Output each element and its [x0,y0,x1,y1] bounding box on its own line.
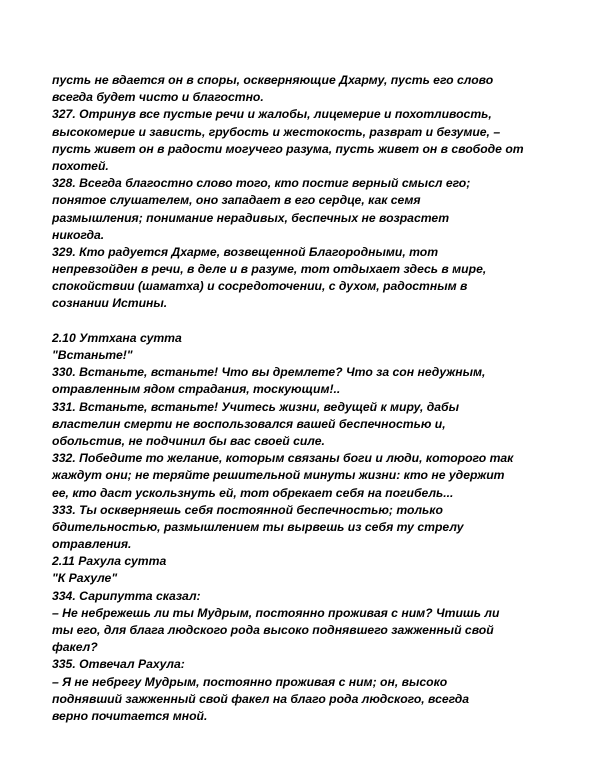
blank-line [52,313,552,330]
text-line: ты его, для блага людского рода высоко поднявшего зажженный свой [52,623,494,637]
text-line: пусть живет он в радости могучего разума, пусть живет он в свободе от [52,141,524,156]
text-line: 327. Отринув все пустые речи и жалобы, лицемерие и похотливость, [52,107,492,122]
text-line: верно почитается мной. [52,708,208,723]
text-line: 330. Встаньте, встаньте! Что вы дремлете? Что за сон недужным, [52,365,486,380]
text-line: – Я не небрегу Мудрым, постоянно проживая с ним; он, высоко [52,674,448,689]
text-line: 331. Встаньте, встаньте! Учитесь жизни, ведущей к миру, дабы [52,399,459,414]
text-line: поднявший зажженный свой факел на благо рода людского, всегда [52,691,470,706]
document-text [52,72,552,725]
text-line: похотей. [52,158,109,173]
text-line: ее, кто даст ускользнуть ей, тот обрекает себя на погибель... [52,485,454,500]
text-line: 332. Победите то желание, которым связаны боги и люди, которого так [52,451,514,466]
paragraph-block-verses-326-329 [52,72,552,313]
text-line: бдительностью, размышлением ты вырвешь из себя ту стрелу [52,519,464,534]
text-line: непревзойден в речи, в деле и в разуме, тот отдыхает здесь в мире, [52,262,487,277]
text-line: "К Рахуле" [52,571,118,586]
text-line: отравленным ядом страдания, тоскующим!.. [52,382,341,397]
text-line: 334. Сарипутта сказал: [52,588,201,603]
text-line: спокойствии (шаматха) и сосредоточении, с духом, радостным в [52,279,468,294]
text-line: 329. Кто радуется Дхарме, возвещенной Благородными, тот [52,244,439,259]
text-line: размышления; понимание нерадивых, беспечных не возрастет [52,210,450,225]
text-line: всегда будет чисто и благостно. [52,90,264,105]
text-line: понятое слушателем, оно западает в его сердце, как семя [52,193,421,208]
text-line: "Встаньте!" [52,348,133,362]
text-line: высокомерие и зависть, грубость и жестокость, разврат и безумие, – [52,124,501,139]
text-line: сознании Истины. [52,296,168,311]
text-line: 2.10 Уттхана сутта [52,330,182,345]
text-line: отравления. [52,537,132,552]
text-line: никогда. [52,227,105,242]
text-line: 335. Отвечал Рахула: [52,657,185,672]
paragraph-block-suttas [52,330,552,725]
text-line: обольстив, не подчинил бы вас своей силе. [52,433,325,448]
text-line: властелин смерти не воспользовался вашей беспечностью и, [52,416,446,431]
text-line: пусть не вдается он в споры, оскверняющие Дхарму, пусть его слово [52,73,494,87]
text-line: факел? [52,640,98,655]
text-line: 333. Ты оскверняешь себя постоянной беспечностью; только [52,502,443,517]
text-line: – Не небрежешь ли ты Мудрым, постоянно проживая с ним? Чтишь ли [52,605,500,620]
text-line: 2.11 Рахула сутта [52,554,167,569]
text-line: 328. Всегда благостно слово того, кто постиг верный смысл его; [52,176,471,191]
text-line: жаждут они; не теряйте решительной минуты жизни: кто не удержит [52,468,505,483]
